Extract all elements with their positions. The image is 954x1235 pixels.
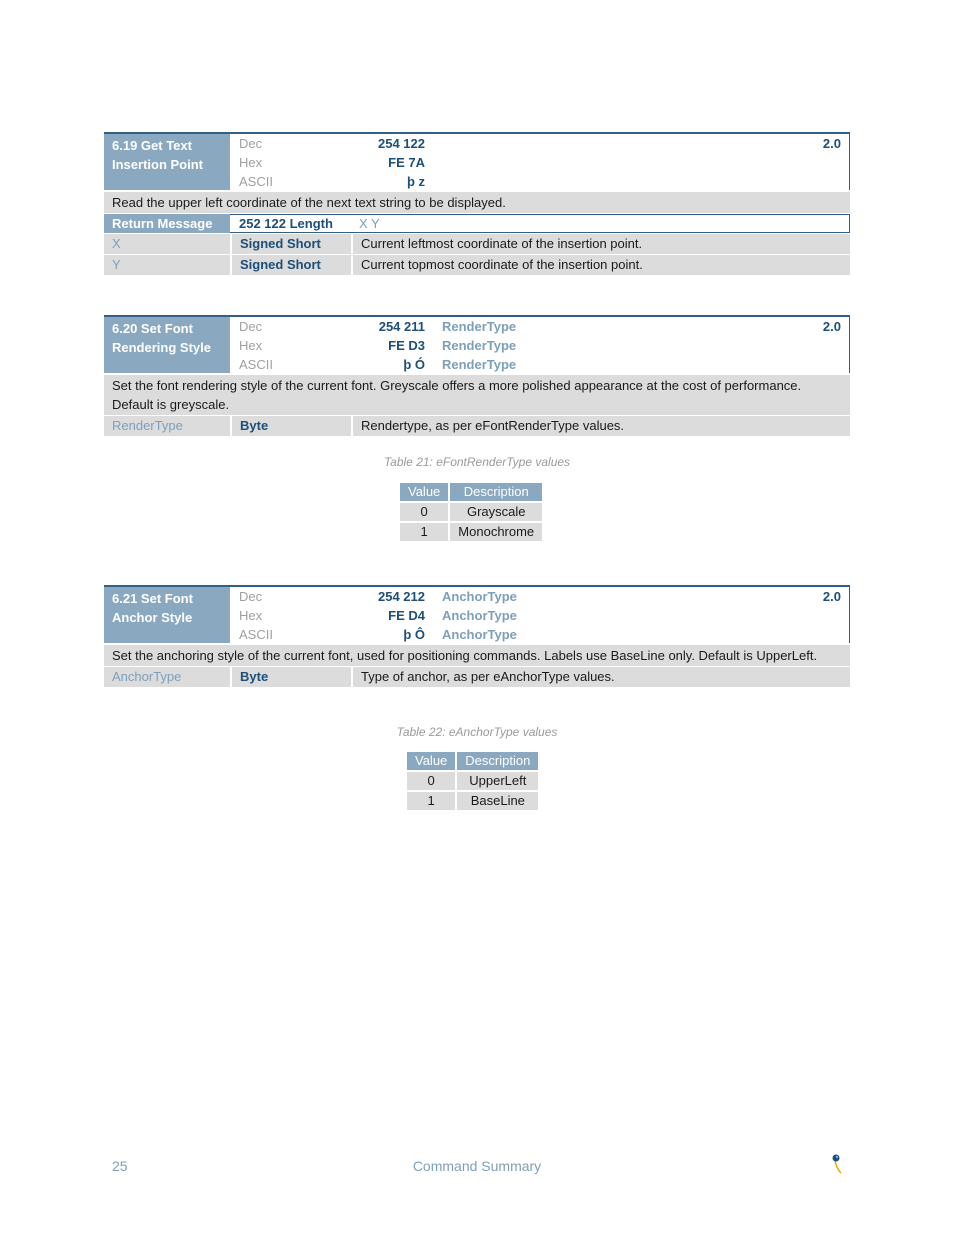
command-header [104, 315, 850, 373]
code-arg: RenderType [442, 338, 517, 353]
return-bytes-value: 252 122 Length [239, 216, 333, 231]
command-title: 6.19 Get Text Insertion Point [104, 132, 230, 190]
param-name: RenderType [104, 416, 230, 436]
version-label: 2.0 [822, 319, 841, 334]
command-header [104, 585, 850, 643]
param-row [104, 667, 850, 687]
table-cell: 0 [407, 772, 455, 790]
command-header [104, 132, 850, 190]
param-name: X [104, 234, 230, 254]
code-value: FE 7A [388, 155, 425, 170]
return-label: Return Message [104, 214, 230, 233]
command-codes [230, 585, 850, 643]
param-desc: Type of anchor, as per eAnchorType values. [353, 667, 850, 687]
table-row [400, 503, 542, 521]
return-bytes [230, 214, 850, 233]
code-value: þ Ô [403, 627, 425, 642]
table-cell: Grayscale [450, 503, 542, 521]
command-description: Set the font rendering style of the current font. Greyscale offers a more polished appearance at the cost of performance. Default is greyscale. [104, 375, 850, 415]
code-value: þ Ó [403, 357, 425, 372]
table-row [407, 792, 538, 810]
table-caption: Table 21: eFontRenderType values [383, 455, 571, 469]
command-title: 6.21 Set Font Anchor Style [104, 585, 230, 643]
table-cell: 1 [400, 523, 448, 541]
company-logo-icon [826, 1152, 848, 1174]
param-desc: Rendertype, as per eFontRenderType values. [353, 416, 850, 436]
command-title: 6.20 Set Font Rendering Style [104, 315, 230, 373]
code-label: Dec [239, 136, 263, 151]
code-value: 254 212 [378, 589, 425, 604]
param-name: Y [104, 255, 230, 275]
param-row [104, 234, 850, 254]
command-block-6-20 [104, 315, 850, 436]
column-header: Description [450, 483, 542, 501]
code-arg: AnchorType [442, 627, 517, 642]
code-label: Hex [239, 608, 263, 623]
anchor-type-table [405, 750, 540, 812]
code-arg: AnchorType [442, 608, 517, 623]
code-value: 254 211 [378, 319, 425, 334]
code-value: 254 122 [378, 136, 425, 151]
table-row [400, 523, 542, 541]
table-cell: 1 [407, 792, 455, 810]
param-type: Signed Short [232, 234, 351, 254]
column-header: Value [400, 483, 448, 501]
param-desc: Current leftmost coordinate of the insertion point. [353, 234, 850, 254]
code-label: Dec [239, 589, 263, 604]
table-header-row [407, 752, 538, 770]
command-codes [230, 315, 850, 373]
param-row [104, 255, 850, 275]
version-label: 2.0 [822, 589, 841, 604]
footer-section-title: Command Summary [412, 1158, 542, 1174]
return-message-row [104, 214, 850, 233]
command-block-6-21 [104, 585, 850, 687]
code-label: Hex [239, 338, 263, 353]
command-description: Read the upper left coordinate of the next text string to be displayed. [104, 192, 850, 213]
command-codes [230, 132, 850, 190]
column-header: Description [457, 752, 538, 770]
code-label: Dec [239, 319, 263, 334]
param-desc: Current topmost coordinate of the insertion point. [353, 255, 850, 275]
return-args: X Y [359, 216, 380, 231]
command-block-6-19 [104, 132, 850, 275]
table-caption: Table 22: eAnchorType values [396, 725, 558, 739]
table-cell: 0 [400, 503, 448, 521]
column-header: Value [407, 752, 455, 770]
version-label: 2.0 [822, 136, 841, 151]
code-value: FE D4 [388, 608, 425, 623]
code-label: ASCII [239, 174, 273, 189]
code-value: FE D3 [388, 338, 425, 353]
param-name: AnchorType [104, 667, 230, 687]
param-type: Byte [232, 667, 351, 687]
code-label: Hex [239, 155, 263, 170]
table-cell: Monochrome [450, 523, 542, 541]
param-row [104, 416, 850, 436]
table-row [407, 772, 538, 790]
param-type: Signed Short [232, 255, 351, 275]
code-label: ASCII [239, 627, 273, 642]
code-arg: AnchorType [442, 589, 517, 604]
code-label: ASCII [239, 357, 273, 372]
code-value: þ z [406, 174, 425, 189]
render-type-table [398, 481, 544, 543]
param-type: Byte [232, 416, 351, 436]
command-description: Set the anchoring style of the current font, used for positioning commands. Labels use BaseLine only. Default is UpperLeft. [104, 645, 850, 666]
table-cell: BaseLine [457, 792, 538, 810]
table-cell: UpperLeft [457, 772, 538, 790]
page-number: 25 [112, 1158, 128, 1174]
code-arg: RenderType [442, 319, 517, 334]
code-arg: RenderType [442, 357, 517, 372]
table-header-row [400, 483, 542, 501]
